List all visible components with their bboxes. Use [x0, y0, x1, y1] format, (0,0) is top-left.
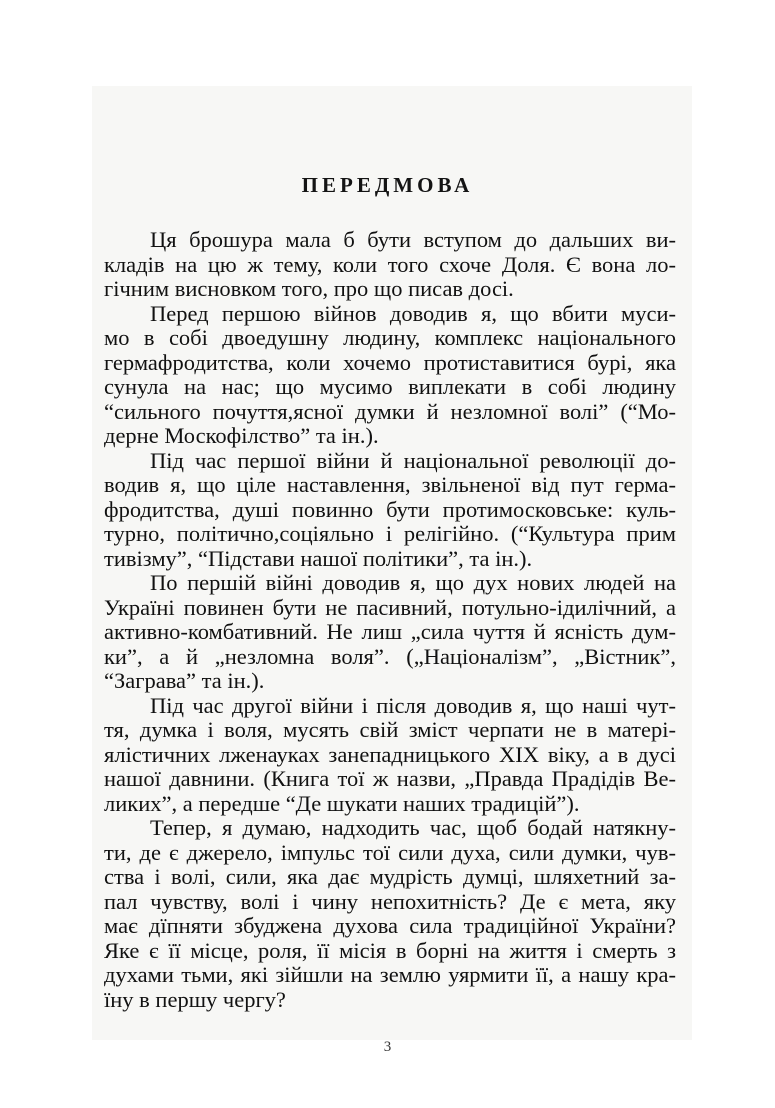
text-line: водив я, що ціле наставлення, звільненої від пут герма-: [104, 472, 676, 497]
text-line: Перед першою війнов доводив я, що вбити муси-: [150, 300, 676, 326]
text-line: тивізму”, “Підстави нашої політики”, та ін.).: [104, 545, 533, 571]
text-line: гічним висновком того, про що писав досі.: [104, 276, 514, 301]
paragraph-3: [104, 449, 676, 572]
text-line: нашої давнини. (Книга тої ж назви, „Правда Прадідів Ве-: [104, 766, 676, 791]
page-number: 3: [383, 1039, 392, 1055]
text-line: ялістичних лженауках занепадницького XIX віку, а в дусі: [104, 741, 676, 767]
paragraph-2: [104, 302, 676, 449]
text-line: духами тьми, які зійшли на землю уярмити її, а нашу кра-: [104, 962, 676, 987]
text-line: турно, політично,соціяльно і релігійно. (“Культура прим: [104, 521, 676, 546]
text-line: Ця брошура мала б бути вступом до дальших ви-: [150, 227, 676, 252]
text-line: “Заграва” та ін.).: [104, 668, 265, 693]
text-line: ства і волі, сили, яка дає мудрість думці, шляхетний за-: [104, 864, 676, 889]
text-line: сунула на нас; що мусимо виплекати в собі людину: [104, 374, 676, 399]
paragraph-5: [104, 694, 676, 817]
text-line: тя, думка і воля, мусять свій зміст черпати не в матері-: [104, 717, 676, 742]
text-line: Під час першої війни й національної революції до-: [150, 447, 676, 473]
text-line: ликих”, а передше “Де шукати наших традицій”).: [104, 790, 580, 816]
text-line: мо в собі двоедушну людину, комплекс національного: [104, 325, 676, 350]
text-line: “сильного почуття,ясної думки й незломної волі” (“Мо-: [104, 398, 676, 424]
text-line: Україні повинен бути не пасивний, потульно-ідилічний, а: [104, 594, 676, 620]
text-line: Під час другої війни і після доводив я, що наші чут-: [150, 692, 676, 718]
text-line: дерне Москофілство” та ін.).: [104, 423, 379, 448]
text-line: має дїпняти збуджена духова сила традиційної України?: [104, 913, 676, 938]
paragraph-1: [104, 228, 676, 302]
text-line: їну в першу чергу?: [104, 986, 286, 1012]
body-text: [104, 228, 676, 1012]
text-line: Яке є її місце, роля, її місія в борні на життя і смерть з: [104, 937, 676, 963]
text-line: пал чувству, волі і чину непохитність? Де є мета, яку: [104, 888, 676, 914]
text-line: фродитства, душі повинно бути протимосковське: куль-: [104, 496, 676, 522]
text-line: гермафродитства, коли хочемо протиставитися бурі, яка: [104, 349, 676, 375]
text-line: кладів на цю ж тему, коли того схоче Доля. Є вона ло-: [104, 251, 676, 277]
paragraph-6: [104, 816, 676, 1012]
text-line: активно-комбативний. Не лиш „сила чуття й ясність дум-: [104, 619, 676, 644]
paragraph-4: [104, 571, 676, 694]
text-line: Тепер, я думаю, надходить час, щоб бодай натякну-: [150, 815, 676, 840]
text-line: ки”, а й „незломна воля”. („Націоналізм”, „Вістник”,: [104, 643, 676, 669]
text-line: ти, де є джерело, імпульс тої сили духа, сили думки, чув-: [104, 839, 676, 865]
text-line: По першій війні доводив я, що дух нових людей на: [150, 570, 676, 595]
page-title: ПЕРЕДМОВА: [301, 173, 474, 197]
